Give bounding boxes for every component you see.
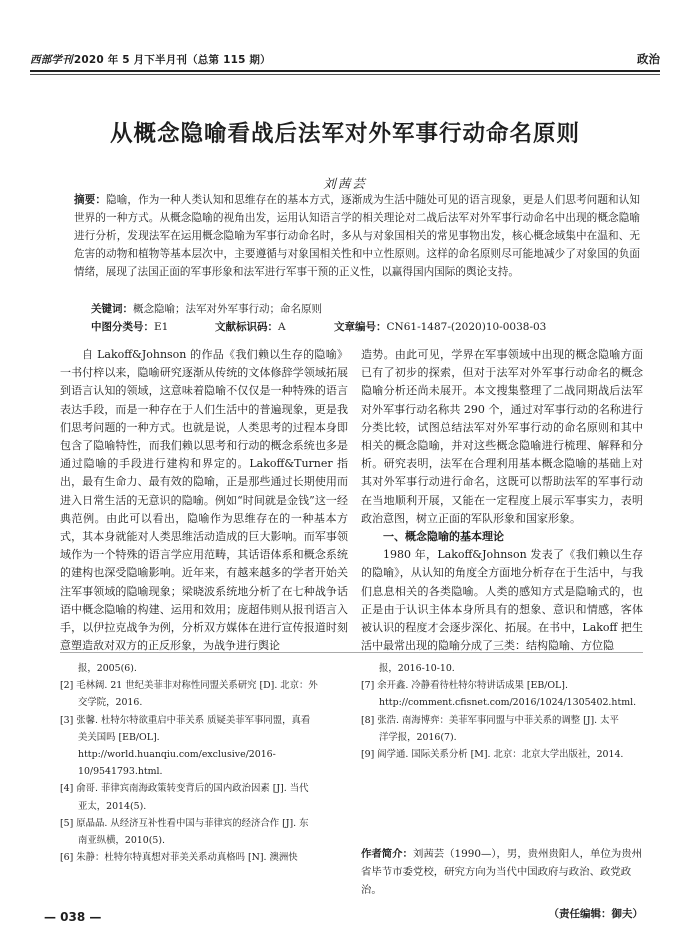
abstract	[74, 191, 640, 281]
reference-item-cont: 交学院，2016.	[78, 697, 143, 709]
clc-value: E1	[154, 321, 169, 333]
reference-item: [6] 朱静：杜特尔特真想对菲美关系动真格吗 [N]. 澳洲快	[60, 852, 298, 864]
author-bio-text: 刘茜芸（1990—），男，贵州贵阳人，单位为贵州省毕节市委党校，研究方向为当代中国政府与政治、政党政治。	[361, 848, 643, 896]
responsible-editor: （责任编辑：御夫）	[548, 908, 643, 920]
body-column-right	[361, 346, 643, 655]
article-no-label: 文章编号：	[334, 321, 387, 333]
reference-item: [3] 张馨. 杜特尔特欲重启中菲关系 质疑美菲军事同盟，真看	[60, 714, 311, 726]
document-code	[215, 318, 286, 336]
header-rule-thin	[30, 74, 660, 75]
reference-item-cont: 南亚纵横，2010(5).	[78, 835, 165, 847]
keywords-label: 关键词：	[91, 303, 133, 315]
section-heading: 一、概念隐喻的基本理论	[383, 530, 504, 544]
reference-item: [9] 阎学通. 国际关系分析 [M]. 北京：北京大学出版社，2014.	[361, 749, 624, 761]
reference-item-cont: 报，2016-10-10.	[379, 663, 455, 674]
abstract-label: 摘要：	[74, 194, 107, 206]
article-title: 从概念隐喻看战后法军对外军事行动命名原则	[109, 121, 580, 147]
article-no-value: CN61-1487-(2020)10-0038-03	[386, 321, 547, 333]
doc-code-value: A	[278, 321, 286, 333]
article-author: 刘茜芸	[323, 176, 367, 191]
clc-number	[91, 318, 168, 336]
reference-item: [7] 余开鑫. 冷静看待杜特尔特讲话成果 [EB/OL].	[361, 680, 568, 692]
references-divider	[60, 652, 643, 653]
author-bio	[361, 845, 643, 899]
keywords	[91, 300, 651, 318]
body-paragraph: 造势。由此可见，学界在军事领域中出现的概念隐喻方面已有了初步的探索，但对于法军对外军事行动命名的概念隐喻分析还尚未展开。本文搜集整理了二战同期战后法军对外军事行动名称共 290 个，通过对军事行动的名称进行分类比较，试图总结法军对外军事行动的命名原则和其中相关的概念隐喻，并对这些概念隐喻进行梳理、解释和分析。研究表明，法军在合理利用基本概念隐喻的基础上对其对外军事行动进行命名，这既可以帮助法军的军事行动在当地顺利开展，又能在一定程度上展示军事实力，表明政治意图，树立正面的军队形象和国家形象。	[361, 348, 643, 525]
keywords-text: 概念隐喻；法军对外军事行动；命名原则	[133, 303, 322, 315]
reference-item: 报，2005(6).	[78, 663, 137, 674]
author-bio-label: 作者简介：	[361, 848, 413, 860]
references-left	[60, 660, 344, 866]
body-paragraph: 1980 年，Lakoff&Johnson 发表了《我们赖以生存的隐喻》，从认知的角度全方面地分析存在于生活中，与我们息息相关的各类隐喻。人类的感知方式是隐喻式的，也正是由于认识主体本身所具有的想象、意识和情感，客体被认识的程度才会逐步深化、拓展。在书中，Lakoff 把生活中最常出现的隐喻分成了三类：结构隐喻、方位隐	[361, 548, 643, 653]
article-number	[334, 318, 546, 336]
body-column-left	[60, 346, 348, 655]
reference-item-cont: 亚太，2014(5).	[78, 800, 147, 812]
references-right	[361, 660, 643, 763]
reference-url: http://world.huanqiu.com/exclusive/2016-10/9541793.html.	[78, 749, 276, 778]
reference-item: [4] 俞哥. 菲律宾南海政策转变背后的国内政治因素 [J]. 当代	[60, 783, 309, 795]
section-label: 政治	[637, 52, 660, 66]
body-paragraph: 自 Lakoff&Johnson 的作品《我们赖以生存的隐喻》一书付梓以来，隐喻研究逐渐从传统的文体修辞学领域拓展到语言认知的领域，这意味着隐喻不仅仅是一种特殊的语言表达手段，而是一种存在于人们生活中的普遍现象，更是我们思考问题的一种方式。也就是说，人类思考的过程本身即包含了隐喻特性，而我们赖以思考和行动的概念系统也多是通过隐喻的手段进行建构和界定的。Lakoff&Turner 指出，最有生命力、最有效的隐喻，正是那些通过长期使用而进入日常生活的无意识的隐喻。例如“时间就是金钱”这一经典范例。由此可以看出，隐喻作为思维存在的一种基本方式，其本身就能对人类思维活动造成的巨大影响。而军事领域作为一个特殊的语言学应用范畴，其话语体系和概念系统的建构也深受隐喻影响。近年来，有越来越多的学者开始关注军事领域的隐喻现象；梁晓波系统地分析了在七种战争话语中概念隐喻的构建、运用和效用；庞超伟则从报刊语言入手，以伊拉克战争为例，分析双方媒体在进行宣传报道时刻意塑造敌对双方的正反形象，为战争进行舆论	[60, 348, 348, 653]
reference-item-cont: 美关国吗 [EB/OL].	[78, 731, 160, 743]
running-header	[30, 50, 660, 68]
clc-label: 中图分类号：	[91, 321, 154, 333]
page-number: — 038 —	[44, 910, 102, 924]
journal-name	[30, 52, 271, 67]
journal-logo: 西部学刊	[30, 54, 73, 66]
doc-code-label: 文献标识码：	[215, 321, 278, 333]
abstract-text: 隐喻，作为一种人类认知和思维存在的基本方式，逐渐成为生活中随处可见的语言现象，更是人们思考问题和认知世界的一种方式。从概念隐喻的视角出发，运用认知语言学的相关理论对二战后法军对外军事行动命名中出现的概念隐喻进行分析，发现法军在运用概念隐喻为军事行动命名时，多从与对象国相关的常见事物出发，核心概念域集中在温和、无危害的动物和植物等基本层次中，主要遵循与对象国相关性和中立性原则。这样的命名原则尽可能地减少了对象国的负面情绪，展现了法国正面的军事形象和法军进行军事干预的正义性，以赢得国内国际的舆论支持。	[74, 194, 640, 278]
header-rule-thick	[30, 70, 660, 72]
reference-url: http://comment.cfisnet.com/2016/1024/1305402.html.	[379, 697, 637, 709]
reference-item: [5] 原晶晶. 从经济互补性看中国与菲律宾的经济合作 [J]. 东	[60, 817, 309, 829]
journal-issue: 2020 年 5 月下半月刊（总第 115 期）	[73, 54, 271, 66]
reference-item: [8] 张浩. 南海博弈：美菲军事同盟与中菲关系的调整 [J]. 太平	[361, 714, 619, 726]
reference-item: [2] 毛林阔. 21 世纪美菲非对称性同盟关系研究 [D]. 北京：外	[60, 680, 318, 692]
reference-item-cont: 洋学报，2016(7).	[379, 731, 457, 743]
